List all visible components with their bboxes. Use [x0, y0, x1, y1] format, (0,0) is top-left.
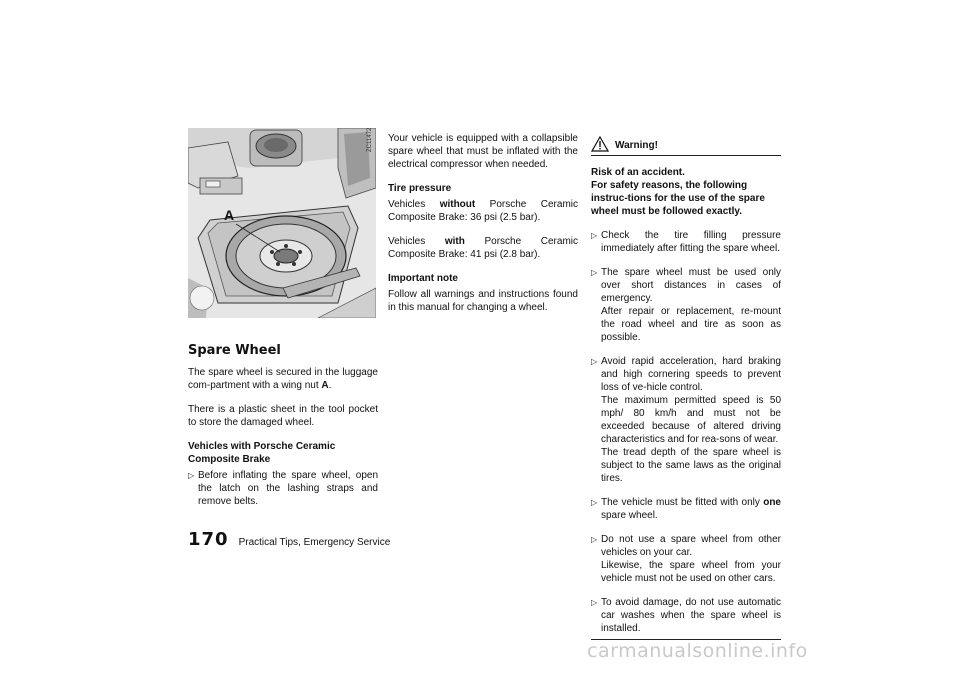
triangle-bullet-icon: ▷ [591, 357, 598, 366]
page-footer [188, 528, 390, 550]
paragraph: The spare wheel is secured in the luggage com-partment with a wing nut A. [188, 367, 378, 391]
instruction-item: ▷ Before inflating the spare wheel, open the latch on the lashing straps and remove belts. [188, 470, 378, 507]
instruction-item: ▷ The vehicle must be fitted with only one spare wheel. [591, 497, 781, 521]
subheading: Tire pressure [388, 183, 452, 194]
instruction-item: ▷ Avoid rapid acceleration, hard braking and high cornering speeds to prevent loss of ve-hicle control. The maximum permitted speed is 50 mph/ 80 km/h and must not be exceeded because of altered driving characteristics and for rea-sons of wear. The tread depth of the spare wheel is subject to the same laws as the original tires. [591, 356, 781, 484]
warning-header [591, 132, 781, 156]
callout-label: A [224, 207, 235, 223]
column-left [188, 343, 378, 519]
instruction-item: ▷ To avoid damage, do not use automatic car washes when the spare wheel is installed. [591, 597, 781, 634]
paragraph: Follow all warnings and instructions found in this manual for changing a wheel. [388, 289, 578, 313]
paragraph: Vehicles with Porsche Ceramic Composite Brake: 41 psi (2.8 bar). [388, 236, 578, 260]
warning-label: Warning! [615, 140, 658, 151]
instruction-item: ▷ Do not use a spare wheel from other vehicles on your car. Likewise, the spare wheel from your vehicle must not be used on other cars. [591, 534, 781, 584]
instruction-item: ▷ Check the tire filling pressure immediately after fitting the spare wheel. [591, 230, 781, 254]
triangle-bullet-icon: ▷ [591, 535, 598, 544]
paragraph: There is a plastic sheet in the tool pocket to store the damaged wheel. [188, 404, 378, 428]
instruction-item: ▷ The spare wheel must be used only over short distances in cases of emergency. After repair or replacement, re-mount the road wheel and tire as soon as possible. [591, 267, 781, 343]
column-middle [388, 132, 578, 325]
subheading: Important note [388, 273, 458, 284]
triangle-bullet-icon: ▷ [591, 231, 598, 240]
triangle-bullet-icon: ▷ [591, 498, 598, 507]
triangle-bullet-icon: ▷ [188, 471, 195, 480]
spare-wheel-illustration [188, 128, 376, 318]
figure-code: ZC11472 [367, 128, 373, 152]
section-name: Practical Tips, Emergency Service [238, 537, 391, 548]
warning-text: Risk of an accident. For safety reasons, the following instruc-tions for the use of the spare wheel must be followed exactly. [591, 167, 765, 217]
paragraph: Vehicles without Porsche Ceramic Composite Brake: 36 psi (2.5 bar). [388, 199, 579, 223]
page-number: 170 [188, 529, 229, 550]
watermark-text: carmanualsonline.info [587, 640, 808, 662]
column-right [591, 132, 781, 640]
paragraph: Your vehicle is equipped with a collapsible spare wheel that must be inflated with the electrical compressor when needed. [388, 133, 578, 170]
subheading: Vehicles with Porsche Ceramic Composite Brake [188, 441, 336, 465]
triangle-bullet-icon: ▷ [591, 598, 598, 607]
triangle-bullet-icon: ▷ [591, 268, 598, 277]
warning-triangle-icon [591, 136, 609, 152]
section-title: Spare Wheel [188, 343, 281, 358]
